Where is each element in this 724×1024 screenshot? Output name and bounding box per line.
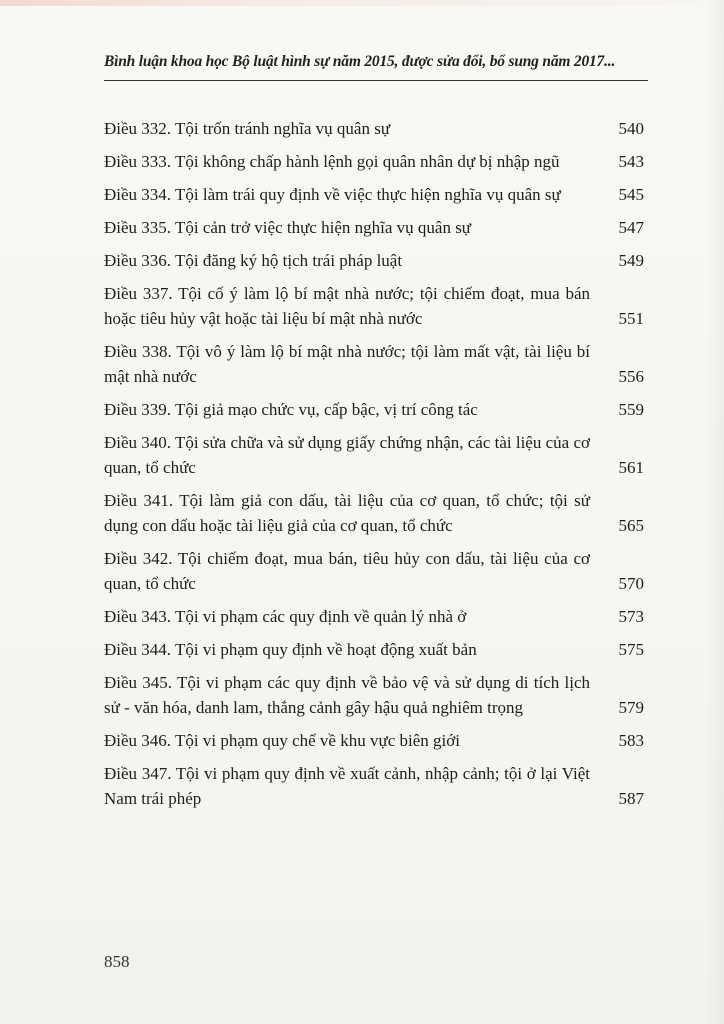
toc-entry — [104, 728, 648, 753]
toc-entry-page: 556 — [618, 367, 644, 386]
toc-entry-title: Điều 341. Tội làm giả con dấu, tài liệu của cơ quan, tổ chức; tội sử dụng con dấu hoặc tài liệu giả của cơ quan, tổ chức — [104, 491, 590, 535]
toc-entry-title: Điều 345. Tội vi phạm các quy định về bảo vệ và sử dụng di tích lịch sử - văn hóa, danh lam, thắng cảnh gây hậu quả nghiêm trọng — [104, 673, 590, 717]
toc-entry-page: 565 — [618, 516, 644, 535]
toc-entry-title: Điều 332. Tội trốn tránh nghĩa vụ quân sự — [104, 119, 391, 138]
toc-entry — [104, 397, 648, 422]
page-number: 858 — [104, 952, 130, 971]
toc-entry-page: 547 — [618, 218, 644, 237]
toc-entry-page: 575 — [618, 640, 644, 659]
toc-entry — [104, 604, 648, 629]
toc-entry-page: 573 — [618, 607, 644, 626]
toc-entry-title: Điều 346. Tội vi phạm quy chế về khu vực biên giới — [104, 731, 460, 750]
toc-entry — [104, 761, 648, 811]
toc-entry — [104, 430, 648, 480]
toc-entry — [104, 182, 648, 207]
toc-entry — [104, 149, 648, 174]
header-rule — [104, 80, 648, 81]
page-edge-shadow — [706, 0, 724, 1024]
toc-entry-title: Điều 333. Tội không chấp hành lệnh gọi quân nhân dự bị nhập ngũ — [104, 152, 560, 171]
toc-entry — [104, 248, 648, 273]
toc-entry-page: 579 — [618, 698, 644, 717]
toc-entry-title: Điều 334. Tội làm trái quy định về việc thực hiện nghĩa vụ quân sự — [104, 185, 561, 204]
toc-entry-page: 570 — [618, 574, 644, 593]
toc-entry-title: Điều 342. Tội chiếm đoạt, mua bán, tiêu hủy con dấu, tài liệu của cơ quan, tổ chức — [104, 549, 590, 593]
toc-entry — [104, 488, 648, 538]
toc-entry — [104, 281, 648, 331]
toc-entry-title: Điều 343. Tội vi phạm các quy định về quản lý nhà ở — [104, 607, 467, 626]
table-of-contents — [104, 116, 648, 811]
page-top-edge — [0, 0, 724, 6]
toc-entry — [104, 116, 648, 141]
toc-entry-page: 540 — [618, 119, 644, 138]
toc-entry-title: Điều 336. Tội đăng ký hộ tịch trái pháp luật — [104, 251, 403, 270]
toc-entry — [104, 215, 648, 240]
toc-entry-title: Điều 338. Tội vô ý làm lộ bí mật nhà nước; tội làm mất vật, tài liệu bí mật nhà nước — [104, 342, 590, 386]
toc-entry-page: 549 — [618, 251, 644, 270]
toc-entry-title: Điều 344. Tội vi phạm quy định về hoạt động xuất bản — [104, 640, 477, 659]
toc-entry-page: 587 — [618, 789, 644, 808]
toc-entry-page: 551 — [618, 309, 644, 328]
toc-entry — [104, 546, 648, 596]
toc-entry-title: Điều 337. Tội cố ý làm lộ bí mật nhà nước; tội chiếm đoạt, mua bán hoặc tiêu hủy vật hoặc tài liệu bí mật nhà nước — [104, 284, 590, 328]
toc-entry-title: Điều 340. Tội sửa chữa và sử dụng giấy chứng nhận, các tài liệu của cơ quan, tổ chức — [104, 433, 590, 477]
toc-entry — [104, 339, 648, 389]
toc-entry-title: Điều 339. Tội giả mạo chức vụ, cấp bậc, vị trí công tác — [104, 400, 478, 419]
toc-entry-title: Điều 335. Tội cản trở việc thực hiện nghĩa vụ quân sự — [104, 218, 472, 237]
running-header: Bình luận khoa học Bộ luật hình sự năm 2015, được sửa đổi, bổ sung năm 2017... — [104, 53, 616, 70]
toc-entry-page: 543 — [618, 152, 644, 171]
toc-entry — [104, 637, 648, 662]
toc-entry-page: 561 — [618, 458, 644, 477]
toc-entry-title: Điều 347. Tội vi phạm quy định về xuất cảnh, nhập cảnh; tội ở lại Việt Nam trái phép — [104, 764, 590, 808]
toc-entry — [104, 670, 648, 720]
toc-entry-page: 583 — [618, 731, 644, 750]
toc-entry-page: 559 — [618, 400, 644, 419]
toc-entry-page: 545 — [618, 185, 644, 204]
